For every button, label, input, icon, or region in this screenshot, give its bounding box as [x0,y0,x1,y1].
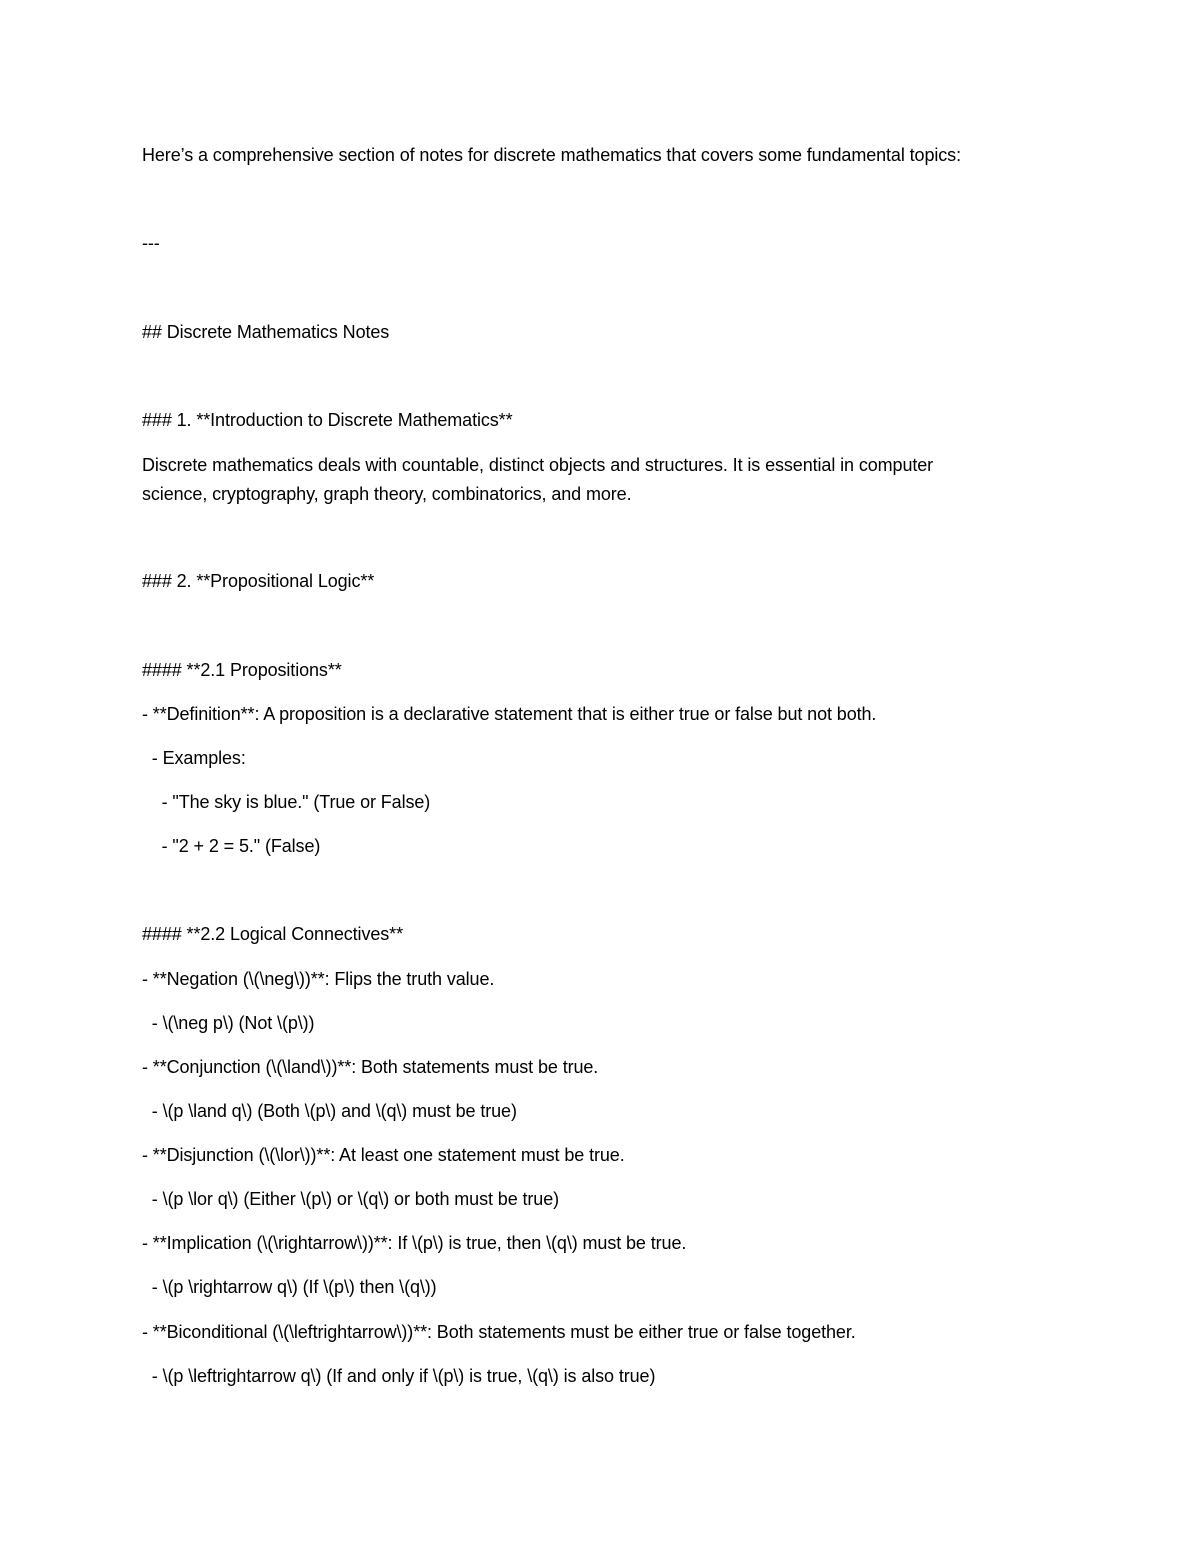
disjunction-item: - **Disjunction (\(\lor\))**: At least one statement must be true. [142,1145,625,1165]
section-1-paragraph-line-1: Discrete mathematics deals with countable, distinct objects and structures. It is essential in computer [142,455,934,475]
negation-example: - \(\neg p\) (Not \(p\)) [142,1013,315,1033]
section-1-heading: ### 1. **Introduction to Discrete Mathematics** [142,410,513,430]
conjunction-item: - **Conjunction (\(\land\))**: Both statements must be true. [142,1057,599,1077]
conjunction-example: - \(p \land q\) (Both \(p\) and \(q\) must be true) [142,1101,517,1121]
notes-heading: ## Discrete Mathematics Notes [142,322,390,342]
definition-item: - **Definition**: A proposition is a declarative statement that is either true or false but not both. [142,704,877,724]
intro-sentence: Here’s a comprehensive section of notes for discrete mathematics that covers some fundamental topics: [142,145,961,165]
disjunction-example: - \(p \lor q\) (Either \(p\) or \(q\) or both must be true) [142,1189,560,1209]
section-2-heading: ### 2. **Propositional Logic** [142,571,375,591]
example-arithmetic: - "2 + 2 = 5." (False) [142,836,321,856]
biconditional-item: - **Biconditional (\(\leftrightarrow\))**: Both statements must be either true or false together. [142,1322,856,1342]
implication-item: - **Implication (\(\rightarrow\))**: If \(p\) is true, then \(q\) must be true. [142,1233,687,1253]
example-sky: - "The sky is blue." (True or False) [142,792,431,812]
horizontal-rule-text: --- [142,233,160,253]
biconditional-example: - \(p \leftrightarrow q\) (If and only if \(p\) is true, \(q\) is also true) [142,1366,656,1386]
examples-item: - Examples: [142,748,246,768]
subsection-2-2-heading: #### **2.2 Logical Connectives** [142,924,403,944]
subsection-2-1-heading: #### **2.1 Propositions** [142,660,342,680]
implication-example: - \(p \rightarrow q\) (If \(p\) then \(q\)) [142,1277,437,1297]
negation-item: - **Negation (\(\neg\))**: Flips the truth value. [142,969,495,989]
section-1-paragraph-line-2: science, cryptography, graph theory, combinatorics, and more. [142,484,632,504]
